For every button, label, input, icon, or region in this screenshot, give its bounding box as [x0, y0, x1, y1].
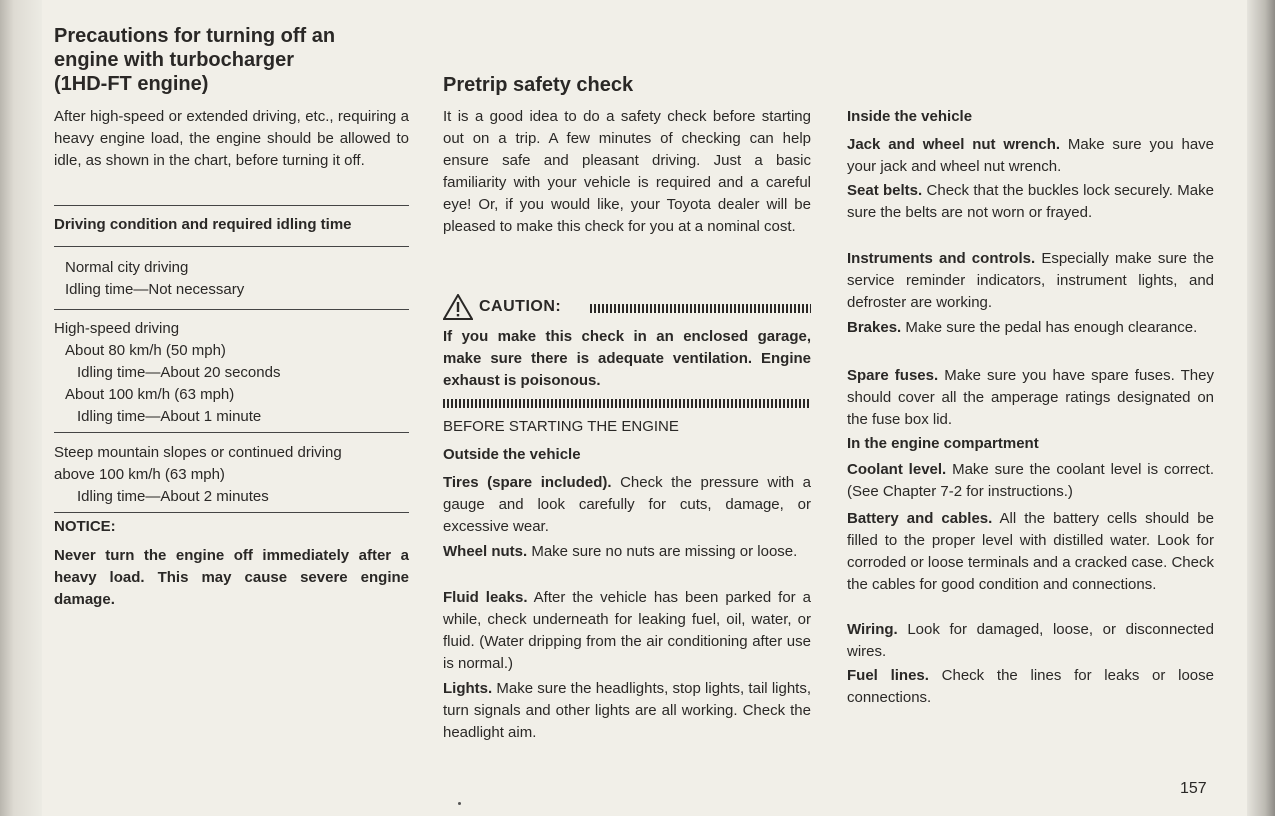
item-text: Check the lines for leaks or loose connections.	[847, 667, 1214, 706]
item-text: Make sure the headlights, stop lights, tail lights, turn signals and other lights are all working. Check the headlight aim.	[443, 680, 811, 741]
condition-normal-city	[54, 257, 244, 301]
item-label: Brakes.	[847, 319, 902, 336]
condition-line: Idling time—About 1 minute	[77, 408, 262, 425]
title-line: (1HD-FT engine)	[54, 73, 209, 95]
item-jack	[847, 134, 1214, 178]
item-lights	[443, 678, 811, 744]
item-fluid-leaks	[443, 587, 811, 675]
condition-high-speed	[54, 318, 280, 428]
item-label: Lights.	[443, 680, 493, 697]
caution-label: CAUTION:	[479, 298, 562, 315]
caution-banner	[443, 294, 811, 322]
item-label: Instruments and controls.	[847, 250, 1036, 267]
idling-table-header: Driving condition and required idling time	[54, 216, 352, 233]
page-edge-right	[1247, 0, 1275, 816]
turbo-precaution-title	[54, 24, 335, 96]
item-text: Make sure you have your jack and wheel nut wrench.	[847, 136, 1214, 175]
title-line: Precautions for turning off an	[54, 25, 336, 47]
inside-vehicle-heading: Inside the vehicle	[847, 108, 973, 125]
condition-steep-mountain	[54, 442, 342, 508]
page-number: 157	[1180, 780, 1207, 797]
item-wheel-nuts	[443, 541, 811, 563]
warning-triangle-icon	[443, 294, 473, 320]
engine-compartment-heading: In the engine compartment	[847, 435, 1039, 452]
item-wiring	[847, 619, 1214, 663]
table-row-rule	[54, 432, 409, 433]
item-brakes	[847, 317, 1214, 339]
item-text: Make sure you have spare fuses. They should cover all the amperage ratings designated on the fuse box lid.	[847, 367, 1214, 428]
item-text: All the battery cells should be filled to the proper level with distilled water. Look for corroded or loose terminals and a cracked case. Check the cables for good condition and connections.	[847, 510, 1214, 593]
item-label: Wiring.	[847, 621, 898, 638]
item-text: Make sure no nuts are missing or loose.	[531, 543, 798, 560]
condition-line: Steep mountain slopes or continued driving	[54, 444, 342, 461]
page-edge-left	[0, 0, 42, 816]
condition-line: About 100 km/h (63 mph)	[65, 386, 235, 403]
item-text: Check the pressure with a gauge and look carefully for cuts, damage, or excessive wear.	[443, 474, 811, 535]
condition-line: Idling time—Not necessary	[65, 281, 245, 298]
caution-text: If you make this check in an enclosed garage, make sure there is adequate ventilation. Engine exhaust is poisonous.	[443, 328, 811, 389]
table-bottom-rule	[54, 512, 409, 513]
item-label: Tires (spare included).	[443, 474, 612, 491]
item-label: Seat belts.	[847, 182, 923, 199]
item-label: Spare fuses.	[847, 367, 939, 384]
item-label: Fluid leaks.	[443, 589, 528, 606]
item-text: After the vehicle has been parked for a while, check underneath for leaking fuel, oil, water, or fluid. (Water dripping from the air conditioning after use is normal.)	[443, 589, 811, 672]
item-label: Fuel lines.	[847, 667, 929, 684]
item-text: Make sure the pedal has enough clearance.	[905, 319, 1198, 336]
item-label: Jack and wheel nut wrench.	[847, 136, 1061, 153]
item-label: Wheel nuts.	[443, 543, 528, 560]
caution-hatch	[590, 304, 811, 313]
condition-line: Idling time—About 2 minutes	[77, 488, 269, 505]
condition-line: Idling time—About 20 seconds	[77, 364, 281, 381]
item-tires	[443, 472, 811, 538]
condition-line: High-speed driving	[54, 320, 180, 337]
condition-line: Normal city driving	[65, 259, 189, 276]
notice-heading: NOTICE:	[54, 518, 116, 535]
item-coolant	[847, 459, 1214, 503]
condition-line: above 100 km/h (63 mph)	[54, 466, 225, 483]
table-header-rule	[54, 246, 409, 247]
item-fuel-lines	[847, 665, 1214, 709]
item-label: Coolant level.	[847, 461, 947, 478]
turbo-intro: After high-speed or extended driving, etc., requiring a heavy engine load, the engine should be allowed to idle, as shown in the chart, before turning it off.	[54, 108, 409, 169]
item-instruments	[847, 248, 1214, 314]
item-spare-fuses	[847, 365, 1214, 431]
pretrip-title: Pretrip safety check	[443, 74, 634, 96]
notice-text: Never turn the engine off immediately after a heavy load. This may cause severe engine damage.	[54, 547, 409, 608]
outside-vehicle-heading: Outside the vehicle	[443, 446, 581, 463]
item-text: Look for damaged, loose, or disconnected wires.	[847, 621, 1214, 660]
item-text: Especially make sure the service reminder indicators, instrument lights, and defroster are working.	[847, 250, 1214, 311]
table-row-rule	[54, 309, 409, 310]
print-speck	[458, 802, 461, 805]
condition-line: About 80 km/h (50 mph)	[65, 342, 226, 359]
title-line: engine with turbocharger	[54, 49, 295, 71]
before-start-heading: BEFORE STARTING THE ENGINE	[443, 418, 679, 435]
item-battery	[847, 508, 1214, 596]
item-text: Check that the buckles lock securely. Make sure the belts are not worn or frayed.	[847, 182, 1214, 221]
item-seat-belts	[847, 180, 1214, 224]
item-text: Make sure the coolant level is correct. (See Chapter 7-2 for instructions.)	[847, 461, 1214, 500]
caution-end-hatch	[443, 399, 811, 408]
table-top-rule	[54, 205, 409, 206]
pretrip-intro: It is a good idea to do a safety check before starting out on a trip. A few minutes of checking can help ensure safe and pleasant driving. Just a basic familiarity with your vehicle is required and a careful eye! Or, if you would like, your Toyota dealer will be pleased to make this check for you at a nominal cost.	[443, 108, 811, 235]
item-label: Battery and cables.	[847, 510, 993, 527]
